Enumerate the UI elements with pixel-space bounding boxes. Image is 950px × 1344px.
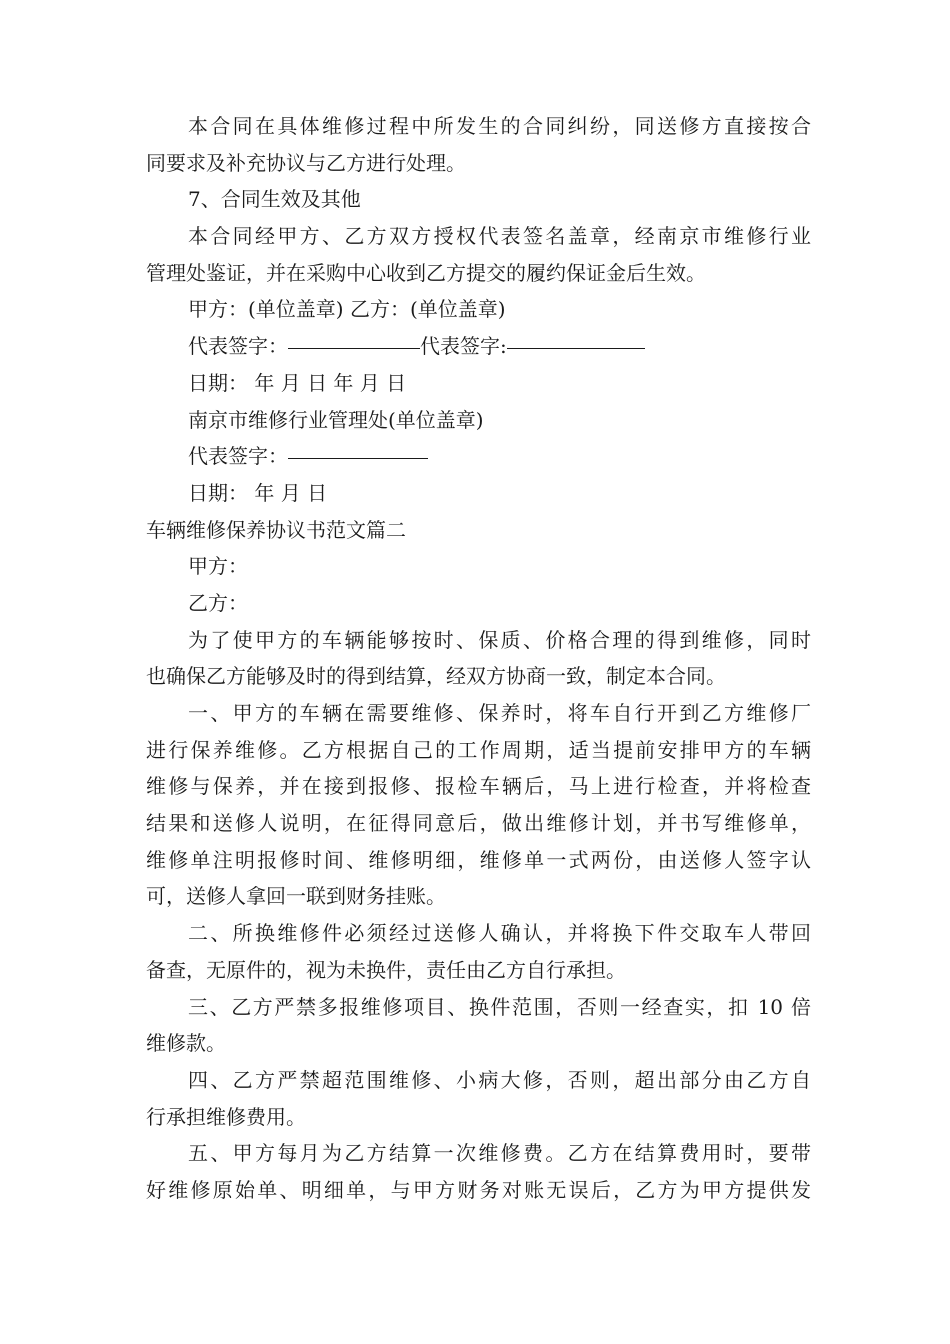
rep-sign-row-1 <box>146 328 811 365</box>
clause3-line1: 三、乙方严禁多报维修项目、换件范围，否则一经查实，扣 10 倍 <box>188 994 811 1019</box>
p2-line1: 本合同经甲方、乙方双方授权代表签名盖章，经南京市维修行业 <box>188 224 811 249</box>
section7-heading: 7、合同生效及其他 <box>188 187 361 212</box>
signature-blank-3 <box>288 457 428 459</box>
clause1-line6: 可，送修人拿回一联到财务挂账。 <box>146 884 446 909</box>
nanjing-office: 南京市维修行业管理处(单位盖章) <box>188 407 484 432</box>
date-line-1: 日期： 年 月 日 年 月 日 <box>188 370 407 395</box>
p1-line1: 本合同在具体维修过程中所发生的合同纠纷，同送修方直接按合 <box>188 114 811 138</box>
signature-blank-1 <box>288 347 420 349</box>
clause1-line1: 一、甲方的车辆在需要维修、保养时，将车自行开到乙方维修厂 <box>188 701 811 725</box>
intro-line2: 也确保乙方能够及时的得到结算，经双方协商一致，制定本合同。 <box>146 664 726 689</box>
intro-line1: 为了使甲方的车辆能够按时、保质、价格合理的得到维修，同时 <box>188 627 811 652</box>
p2-line2: 管理处鉴证，并在采购中心收到乙方提交的履约保证金后生效。 <box>146 260 706 285</box>
party-a-label: 甲方： <box>188 554 248 579</box>
document-page <box>146 108 811 1209</box>
clause2-line2: 备查，无原件的，视为未换件，责任由乙方自行承担。 <box>146 957 626 982</box>
rep-sign-label-3: 代表签字： <box>188 444 288 469</box>
clause2-line1: 二、所换维修件必须经过送修人确认，并将换下件交取车人带回 <box>188 921 811 946</box>
signature-blank-2 <box>507 347 645 349</box>
clause4-line1: 四、乙方严禁超范围维修、小病大修，否则，超出部分由乙方自 <box>188 1067 811 1092</box>
clause5-line1: 五、甲方每月为乙方结算一次维修费。乙方在结算费用时，要带 <box>188 1141 811 1166</box>
rep-sign-label-2: 代表签字: <box>420 334 507 359</box>
clause4-line2: 行承担维修费用。 <box>146 1104 306 1129</box>
rep-sign-label-1: 代表签字： <box>188 334 288 359</box>
clause5-line2: 好维修原始单、明细单，与甲方财务对账无误后，乙方为甲方提供发 <box>146 1177 811 1202</box>
clause1-line2: 进行保养维修。乙方根据自己的工作周期，适当提前安排甲方的车辆 <box>146 737 811 762</box>
p1-line2: 同要求及补充协议与乙方进行处理。 <box>146 150 466 175</box>
clause1-line3: 维修与保养，并在接到报修、报检车辆后，马上进行检查，并将检查 <box>146 774 811 799</box>
party-b-label: 乙方： <box>188 590 248 615</box>
clause3-line2: 维修款。 <box>146 1031 226 1056</box>
section-title-2: 车辆维修保养协议书范文篇二 <box>146 517 406 542</box>
date-line-2: 日期： 年 月 日 <box>188 480 328 505</box>
rep-sign-row-3 <box>146 438 811 475</box>
sign-parties: 甲方：(单位盖章) 乙方：(单位盖章) <box>188 297 506 322</box>
clause1-line5: 维修单注明报修时间、维修明细，维修单一式两份，由送修人签字认 <box>146 847 811 872</box>
clause1-line4: 结果和送修人说明，在征得同意后，做出维修计划，并书写维修单， <box>146 811 811 836</box>
